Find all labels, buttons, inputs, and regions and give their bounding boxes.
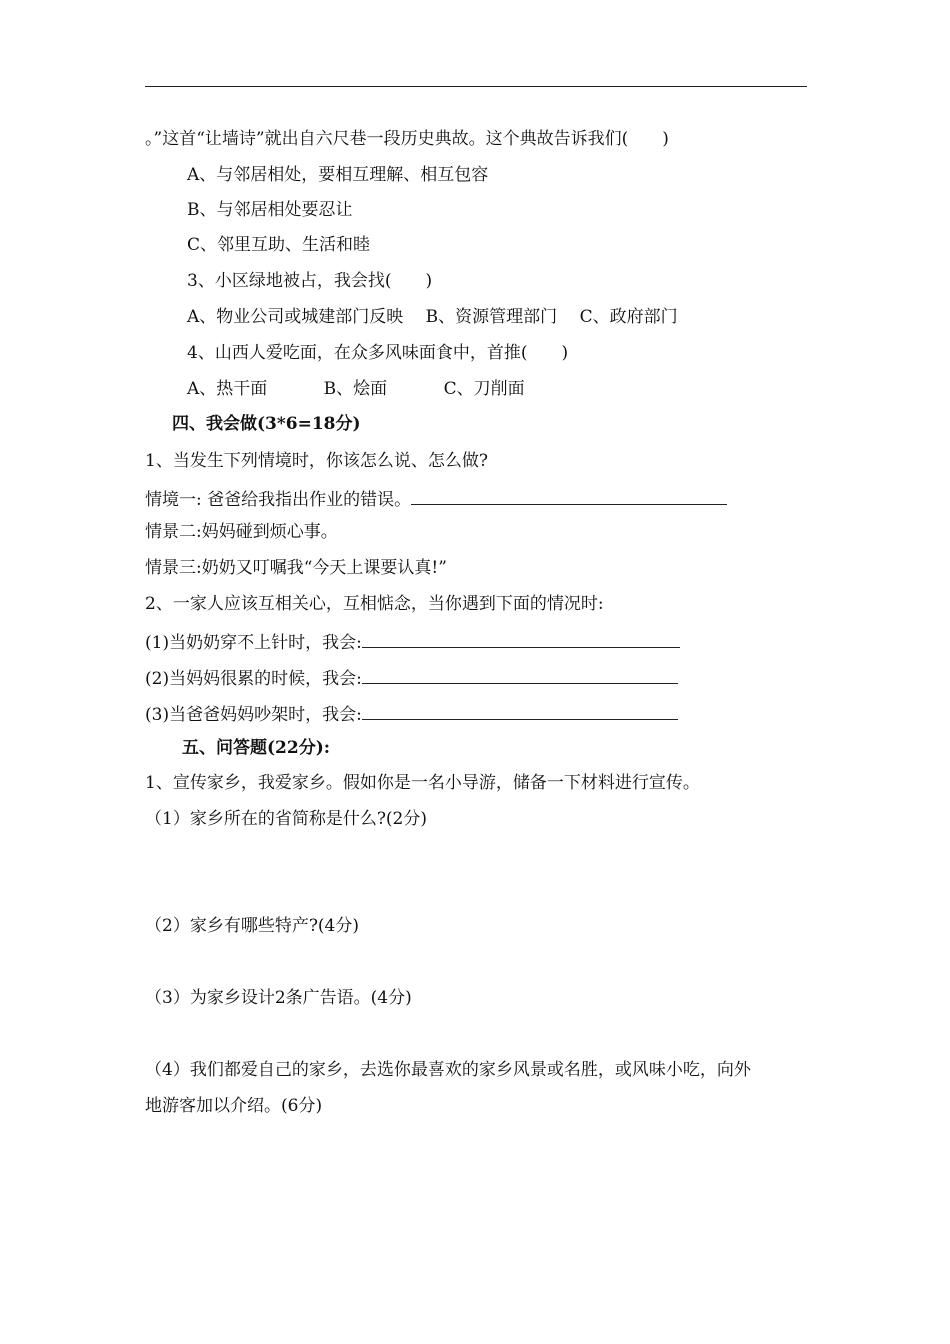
section5-sub1: （1）家乡所在的省简称是什么?(2分) [145,809,428,829]
item3-answer-blank[interactable] [362,701,678,720]
q3-options: A、物业公司或城建部门反映 B、资源管理部门 C、政府部门 [187,307,678,327]
scene2-text: 情景二:妈妈碰到烦心事。 [145,522,338,542]
q2-option-a: A、与邻居相处，要相互理解、相互包容 [187,165,489,185]
item2-text: (2)当妈妈很累的时候，我会: [145,669,362,689]
item2-row [145,665,678,690]
item1-answer-blank[interactable] [362,629,680,648]
scene1-text: 情境一: 爸爸给我指出作业的错误。 [145,490,412,510]
section5-sub3: （3）为家乡设计2条广告语。(4分) [145,988,412,1008]
q2-option-c: C、邻里互助、生活和睦 [187,235,371,255]
section5-sub2: （2）家乡有哪些特产?(4分) [145,916,360,936]
item1-text: (1)当奶奶穿不上针时，我会: [145,633,362,653]
section4-heading: 四、我会做(3*6=18分) [172,414,361,434]
section5-q1-stem: 1、宣传家乡，我爱家乡。假如你是一名小导游，储备一下材料进行宣传。 [145,773,700,793]
section4-q2-stem: 2、一家人应该互相关心，互相惦念，当你遇到下面的情况时: [145,594,604,614]
item3-text: (3)当爸爸妈妈吵架时，我会: [145,705,362,725]
intro-line: 。”这首“让墙诗”就出自六尺巷一段历史典故。这个典故告诉我们( ) [145,129,669,149]
q4-options: A、热干面 B、烩面 C、刀削面 [187,379,525,399]
item3-row [145,701,678,726]
q3-stem: 3、小区绿地被占，我会找( ) [187,271,433,291]
q4-stem: 4、山西人爱吃面，在众多风味面食中，首推( ) [187,343,569,363]
scene1-answer-blank[interactable] [411,486,727,505]
q2-option-b: B、与邻居相处要忍让 [187,200,353,220]
header-rule [145,86,807,87]
section5-sub4-line1: （4）我们都爱自己的家乡，去选你最喜欢的家乡风景或名胜，或风味小吃，向外 [145,1060,751,1080]
section5-heading: 五、问答题(22分): [182,738,331,758]
item2-answer-blank[interactable] [362,665,678,684]
section4-q1-stem: 1、当发生下列情境时，你该怎么说、怎么做? [145,451,488,471]
item1-row [145,629,680,654]
scene3-text: 情景三:奶奶又叮嘱我“今天上课要认真!” [145,558,447,578]
scene1-row [145,486,727,511]
section5-sub4-line2: 地游客加以介绍。(6分) [145,1096,323,1116]
